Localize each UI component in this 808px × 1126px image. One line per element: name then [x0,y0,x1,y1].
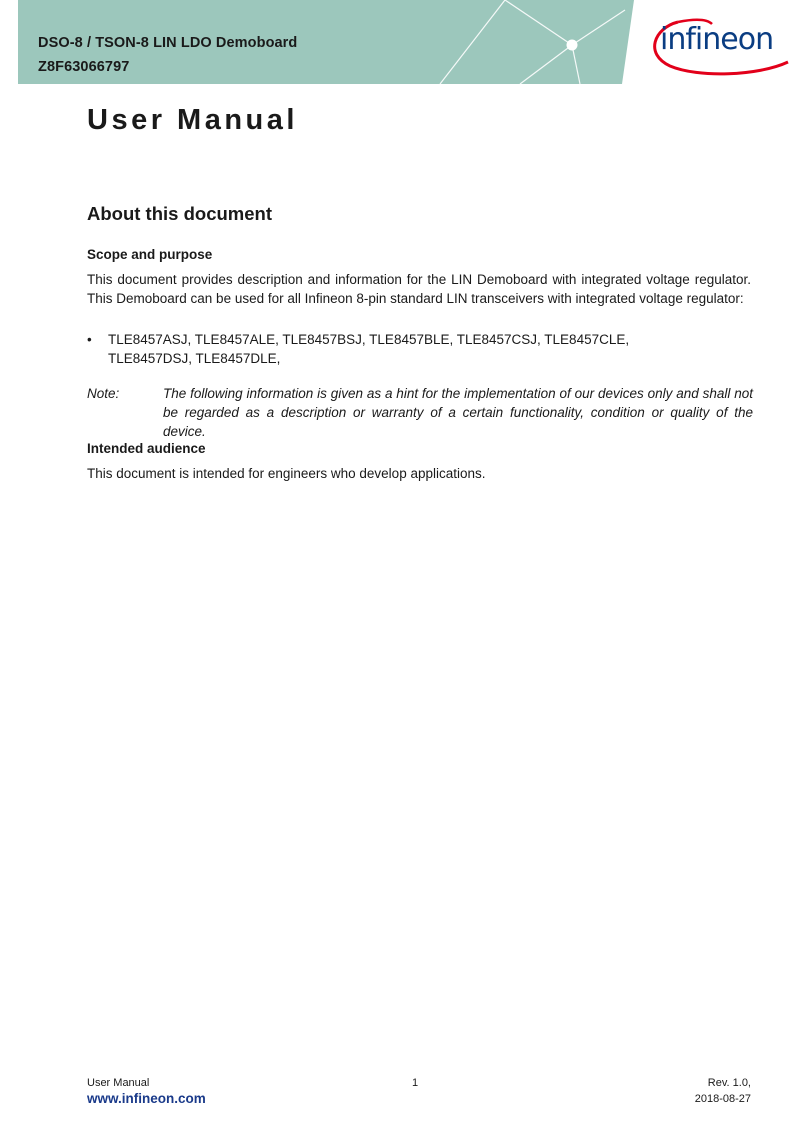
audience-paragraph: This document is intended for engineers who develop applications. [87,466,486,481]
document-title: DSO-8 / TSON-8 LIN LDO Demoboard [38,35,298,51]
document-id: Z8F63066797 [38,59,130,75]
logo-wordmark: infineon [660,22,774,57]
footer-revision: Rev. 1.0, [707,1077,751,1089]
page-title: User Manual [87,104,298,136]
scope-paragraph: This document provides description and information for the LIN Demoboard with integrated voltage regulator. This Demoboard can be used for all Infineon 8-pin standard LIN transceivers with integrated voltage regulator: [87,272,751,306]
footer-page-number: 1 [412,1077,419,1089]
note-label: Note: [87,386,120,401]
footer-doc-type: User Manual [87,1077,150,1089]
infineon-logo [648,16,794,80]
device-list-text: TLE8457ASJ, TLE8457ALE, TLE8457BSJ, TLE8457BLE, TLE8457CSJ, TLE8457CLE, TLE8457DSJ, TLE8457DLE, [108,332,630,366]
audience-heading: Intended audience [87,441,206,456]
note-text: The following information is given as a hint for the implementation of our devices only and shall not be regarded as a description or warranty of a certain functionality, condition or quality of the device. [163,386,753,439]
footer-date: 2018-08-27 [694,1093,751,1105]
scope-heading: Scope and purpose [87,247,213,262]
section-heading-about: About this document [87,203,272,224]
header-band [0,0,808,90]
bullet-icon: • [87,332,92,347]
footer-website-link[interactable]: www.infineon.com [87,1091,206,1106]
